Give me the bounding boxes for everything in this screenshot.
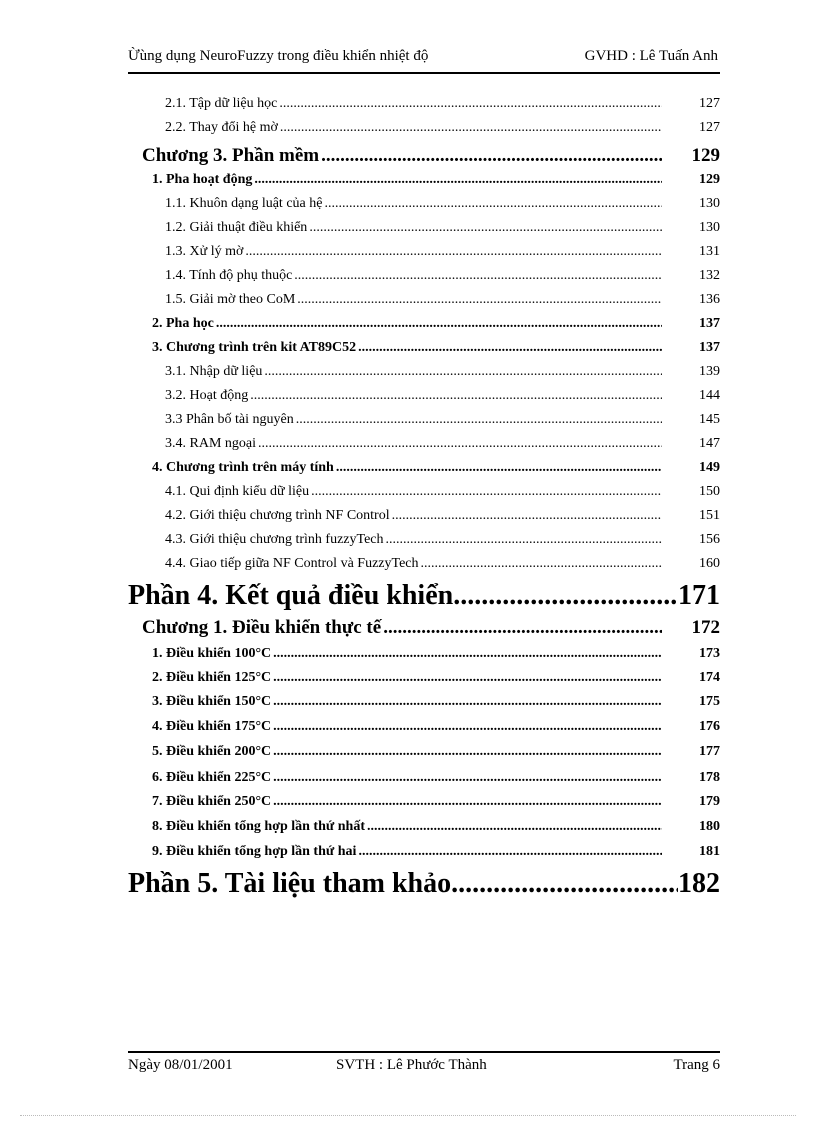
toc-entry-page: 172 bbox=[691, 617, 720, 638]
toc-entry-page: 179 bbox=[699, 794, 720, 809]
toc-entry bbox=[128, 268, 720, 286]
toc-entry-page: 127 bbox=[699, 120, 720, 135]
toc-entry-page: 137 bbox=[699, 316, 720, 331]
toc-leader-dots bbox=[250, 388, 662, 404]
toc-leader-dots bbox=[451, 868, 678, 900]
toc-entry bbox=[128, 819, 720, 837]
toc-entry-page: 173 bbox=[699, 646, 720, 661]
toc-entry-page: 137 bbox=[699, 340, 720, 355]
toc-entry bbox=[128, 484, 720, 502]
toc-leader-dots bbox=[280, 120, 662, 136]
toc-leader-dots bbox=[245, 244, 662, 260]
toc-entry-title: 1.4. Tính độ phụ thuộc bbox=[165, 268, 293, 283]
toc-leader-dots bbox=[309, 220, 662, 236]
toc-entry-page: 147 bbox=[699, 436, 720, 451]
toc-leader-dots bbox=[258, 436, 662, 452]
toc-entry-page: 151 bbox=[699, 508, 720, 523]
toc-entry-page: 130 bbox=[699, 196, 720, 211]
toc-entry bbox=[128, 412, 720, 430]
toc-entry bbox=[128, 292, 720, 310]
footer-student: SVTH : Lê Phước Thành bbox=[336, 1057, 487, 1073]
toc-entry bbox=[128, 868, 720, 902]
toc-entry-title: 3.1. Nhập dữ liệu bbox=[165, 364, 263, 379]
toc-entry-title: 1.5. Giải mờ theo CoM bbox=[165, 292, 296, 307]
toc-entry-title: 7. Điều khiển 250°C bbox=[152, 794, 272, 809]
toc-entry-title: 2. Điều khiển 125°C bbox=[152, 670, 272, 685]
toc-entry-title: 8. Điều khiển tổng hợp lần thứ nhất bbox=[152, 819, 365, 834]
toc-entry-page: 180 bbox=[699, 819, 720, 834]
toc-entry-page: 129 bbox=[699, 172, 720, 187]
toc-entry bbox=[128, 770, 720, 788]
footer-rule bbox=[128, 1051, 720, 1053]
toc-entry-title: Phần 5. Tài liệu tham khảo bbox=[128, 868, 452, 899]
toc-entry-title: 2.1. Tập dữ liệu học bbox=[165, 96, 278, 111]
toc-leader-dots bbox=[273, 719, 662, 735]
toc-leader-dots bbox=[264, 364, 662, 380]
toc-entry-title: 1.1. Khuôn dạng luật của hệ bbox=[165, 196, 323, 211]
toc-leader-dots bbox=[273, 646, 662, 662]
toc-entry-title: Chương 1. Điều khiển thực tế bbox=[142, 617, 382, 638]
toc-leader-dots bbox=[311, 484, 662, 500]
toc-entry bbox=[128, 316, 720, 334]
toc-entry-page: 181 bbox=[699, 844, 720, 859]
toc-entry bbox=[128, 364, 720, 382]
toc-entry bbox=[128, 719, 720, 737]
footer-date: Ngày 08/01/2001 bbox=[128, 1057, 233, 1073]
toc-entry bbox=[128, 844, 720, 862]
toc-entry bbox=[128, 340, 720, 358]
toc-entry-page: 171 bbox=[678, 580, 720, 611]
toc-leader-dots bbox=[273, 770, 662, 786]
page-header bbox=[128, 48, 718, 65]
footer-page-number: Trang 6 bbox=[673, 1057, 720, 1073]
toc-entry-title: 4.1. Qui định kiểu dữ liệu bbox=[165, 484, 310, 499]
toc-entry-page: 131 bbox=[699, 244, 720, 259]
toc-entry-title: Chương 3. Phần mềm bbox=[142, 145, 320, 166]
toc-entry bbox=[128, 580, 720, 614]
toc-entry bbox=[128, 670, 720, 688]
toc-leader-dots bbox=[392, 508, 662, 524]
toc-entry bbox=[128, 196, 720, 214]
toc-entry-title: 6. Điều khiển 225°C bbox=[152, 770, 272, 785]
toc-entry bbox=[128, 96, 720, 114]
toc-entry-page: 127 bbox=[699, 96, 720, 111]
toc-entry-page: 130 bbox=[699, 220, 720, 235]
toc-leader-dots bbox=[358, 844, 662, 860]
page-edge-rule bbox=[20, 1115, 796, 1116]
toc-entry-title: 4. Điều khiển 175°C bbox=[152, 719, 272, 734]
toc-entry-title: 4.2. Giới thiệu chương trình NF Control bbox=[165, 508, 390, 523]
toc-entry bbox=[128, 508, 720, 526]
toc-entry-page: 178 bbox=[699, 770, 720, 785]
toc-leader-dots bbox=[321, 145, 662, 167]
toc-entry-title: 3. Điều khiển 150°C bbox=[152, 694, 272, 709]
toc-leader-dots bbox=[273, 694, 662, 710]
toc-entry bbox=[128, 556, 720, 574]
toc-entry bbox=[128, 220, 720, 238]
toc-entry-page: 145 bbox=[699, 412, 720, 427]
toc-entry-title: 3. Chương trình trên kit AT89C52 bbox=[152, 340, 357, 355]
toc-entry bbox=[128, 646, 720, 664]
toc-entry-page: 149 bbox=[699, 460, 720, 475]
toc-leader-dots bbox=[216, 316, 662, 332]
toc-leader-dots bbox=[367, 819, 662, 835]
toc-entry-title: 2. Pha học bbox=[152, 316, 214, 331]
toc-entry-title: 9. Điều khiển tổng hợp lần thứ hai bbox=[152, 844, 357, 859]
header-rule bbox=[128, 72, 720, 74]
toc-leader-dots bbox=[383, 617, 662, 639]
toc-leader-dots bbox=[279, 96, 662, 112]
toc-entry bbox=[128, 744, 720, 762]
toc-entry-page: 136 bbox=[699, 292, 720, 307]
toc-entry-title: 4. Chương trình trên máy tính bbox=[152, 460, 334, 475]
toc-leader-dots bbox=[386, 532, 662, 548]
toc-entry bbox=[128, 145, 720, 169]
toc-entry-title: 4.3. Giới thiệu chương trình fuzzyTech bbox=[165, 532, 384, 547]
toc-entry-page: 132 bbox=[699, 268, 720, 283]
toc-entry-title: 1. Pha hoạt động bbox=[152, 172, 253, 187]
toc-entry bbox=[128, 617, 720, 641]
toc-leader-dots bbox=[273, 744, 662, 760]
toc-entry bbox=[128, 388, 720, 406]
toc-entry-page: 144 bbox=[699, 388, 720, 403]
toc-entry-title: 2.2. Thay đổi hệ mờ bbox=[165, 120, 278, 135]
toc-entry-title: 1.2. Giải thuật điều khiển bbox=[165, 220, 308, 235]
toc-entry-page: 156 bbox=[699, 532, 720, 547]
toc-entry-title: 3.2. Hoạt động bbox=[165, 388, 249, 403]
toc-entry-title: 4.4. Giao tiếp giữa NF Control và FuzzyTech bbox=[165, 556, 419, 571]
toc-entry bbox=[128, 120, 720, 138]
toc-entry bbox=[128, 172, 720, 190]
toc-entry-title: 3.4. RAM ngoại bbox=[165, 436, 256, 451]
toc-entry-page: 174 bbox=[699, 670, 720, 685]
toc-leader-dots bbox=[273, 794, 662, 810]
toc-entry bbox=[128, 436, 720, 454]
toc-entry-page: 129 bbox=[691, 145, 720, 166]
toc-leader-dots bbox=[421, 556, 662, 572]
toc-leader-dots bbox=[297, 292, 662, 308]
toc-leader-dots bbox=[358, 340, 662, 356]
toc-leader-dots bbox=[254, 172, 662, 188]
toc-entry bbox=[128, 460, 720, 478]
toc-leader-dots bbox=[296, 412, 662, 428]
toc-entry bbox=[128, 532, 720, 550]
toc-entry bbox=[128, 694, 720, 712]
toc-entry-title: 3.3 Phân bố tài nguyên bbox=[165, 412, 294, 427]
toc-entry-page: 150 bbox=[699, 484, 720, 499]
toc-leader-dots bbox=[324, 196, 662, 212]
toc-entry bbox=[128, 244, 720, 262]
toc-entry-page: 177 bbox=[699, 744, 720, 759]
toc-entry-page: 160 bbox=[699, 556, 720, 571]
toc-entry bbox=[128, 794, 720, 812]
toc-entry-title: 1. Điều khiển 100°C bbox=[152, 646, 272, 661]
header-title: Ừùng dụng NeuroFuzzy trong điều khiển nhiệt độ bbox=[128, 48, 429, 64]
toc-entry-page: 182 bbox=[678, 868, 720, 899]
toc-entry-page: 175 bbox=[699, 694, 720, 709]
toc-leader-dots bbox=[294, 268, 662, 284]
toc-entry-page: 176 bbox=[699, 719, 720, 734]
header-supervisor: GVHD : Lê Tuấn Anh bbox=[584, 48, 718, 64]
toc-entry-title: 5. Điều khiển 200°C bbox=[152, 744, 272, 759]
toc-entry-title: Phần 4. Kết quả điều khiển bbox=[128, 580, 454, 611]
toc-entry-page: 139 bbox=[699, 364, 720, 379]
toc-entry-title: 1.3. Xử lý mờ bbox=[165, 244, 244, 259]
toc-leader-dots bbox=[273, 670, 662, 686]
toc-leader-dots bbox=[453, 580, 678, 612]
toc-leader-dots bbox=[336, 460, 662, 476]
